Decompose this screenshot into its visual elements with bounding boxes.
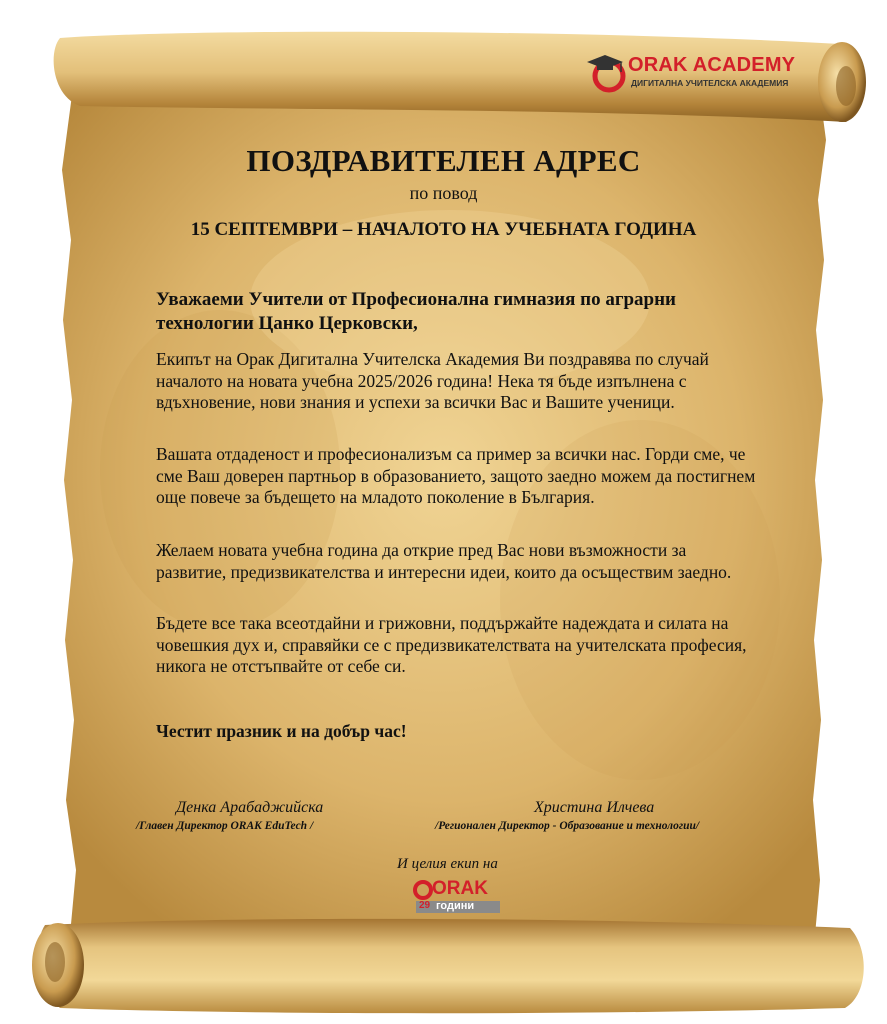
paragraph: Желаем новата учебна година да открие пред Вас нови възможности за развитие, предизвикателства и интересни идеи, които да осъществим заедно. <box>156 540 732 582</box>
document-title: ПОЗДРАВИТЕЛЕН АДРЕС <box>246 143 641 178</box>
signatory-role: /Регионален Директор - Образование и технологии/ <box>435 820 700 832</box>
paragraph: Бъдете все така всеотдайни и грижовни, поддържайте надеждата и силата на човешкия дух и, справяйки се с предизвикателствата на учителската професия, никога не отстъпвайте от себе си. <box>156 613 747 676</box>
closing-line: Честит празник и на добър час! <box>156 721 407 741</box>
orak-academy-logo <box>583 52 813 94</box>
occasion-heading: 15 СЕПТЕМВРИ – НАЧАЛОТО НА УЧЕБНАТА ГОДИНА <box>190 219 697 240</box>
team-line: И целия екип на <box>397 856 498 872</box>
bottom-roll <box>38 919 864 1013</box>
brand-name: ORAK ACADEMY <box>628 54 796 76</box>
graduation-cap-icon <box>583 52 627 94</box>
orak-anniversary-logo <box>412 878 502 914</box>
document-subtitle: по повод <box>409 183 478 203</box>
years-badge <box>416 901 500 913</box>
signatory-name: Христина Илчева <box>534 799 655 816</box>
years-label: години <box>436 900 475 912</box>
greeting: Уважаеми Учители от Професионална гимназия по аграрни технологии Цанко Церковски, <box>156 289 676 334</box>
brand-tagline: ДИГИТАЛНА УЧИТЕЛСКА АКАДЕМИЯ <box>631 78 789 88</box>
paragraph: Вашата отдаденост и професионализъм са пример за всички нас. Горди сме, че сме Ваш доверен партньор в образованието, защото заедно можем да постигнем още повече за бъдещето на младото поколение в България. <box>156 444 756 507</box>
signatory-name: Денка Арабаджийска <box>176 799 324 816</box>
paragraph: Екипът на Орак Дигитална Учителска Академия Ви поздравява по случай началото на новата учебна 2025/2026 година! Нека тя бъде изпълнена с вдъхновение, нови знания и успехи за всички Вас и Вашите ученици. <box>156 349 709 412</box>
orak-ring-icon <box>412 879 434 901</box>
signatory-role: /Главен Директор ORAK EduTech / <box>136 820 314 832</box>
years-number: 29 <box>419 900 431 911</box>
orak-brand: ORAK <box>432 878 488 899</box>
